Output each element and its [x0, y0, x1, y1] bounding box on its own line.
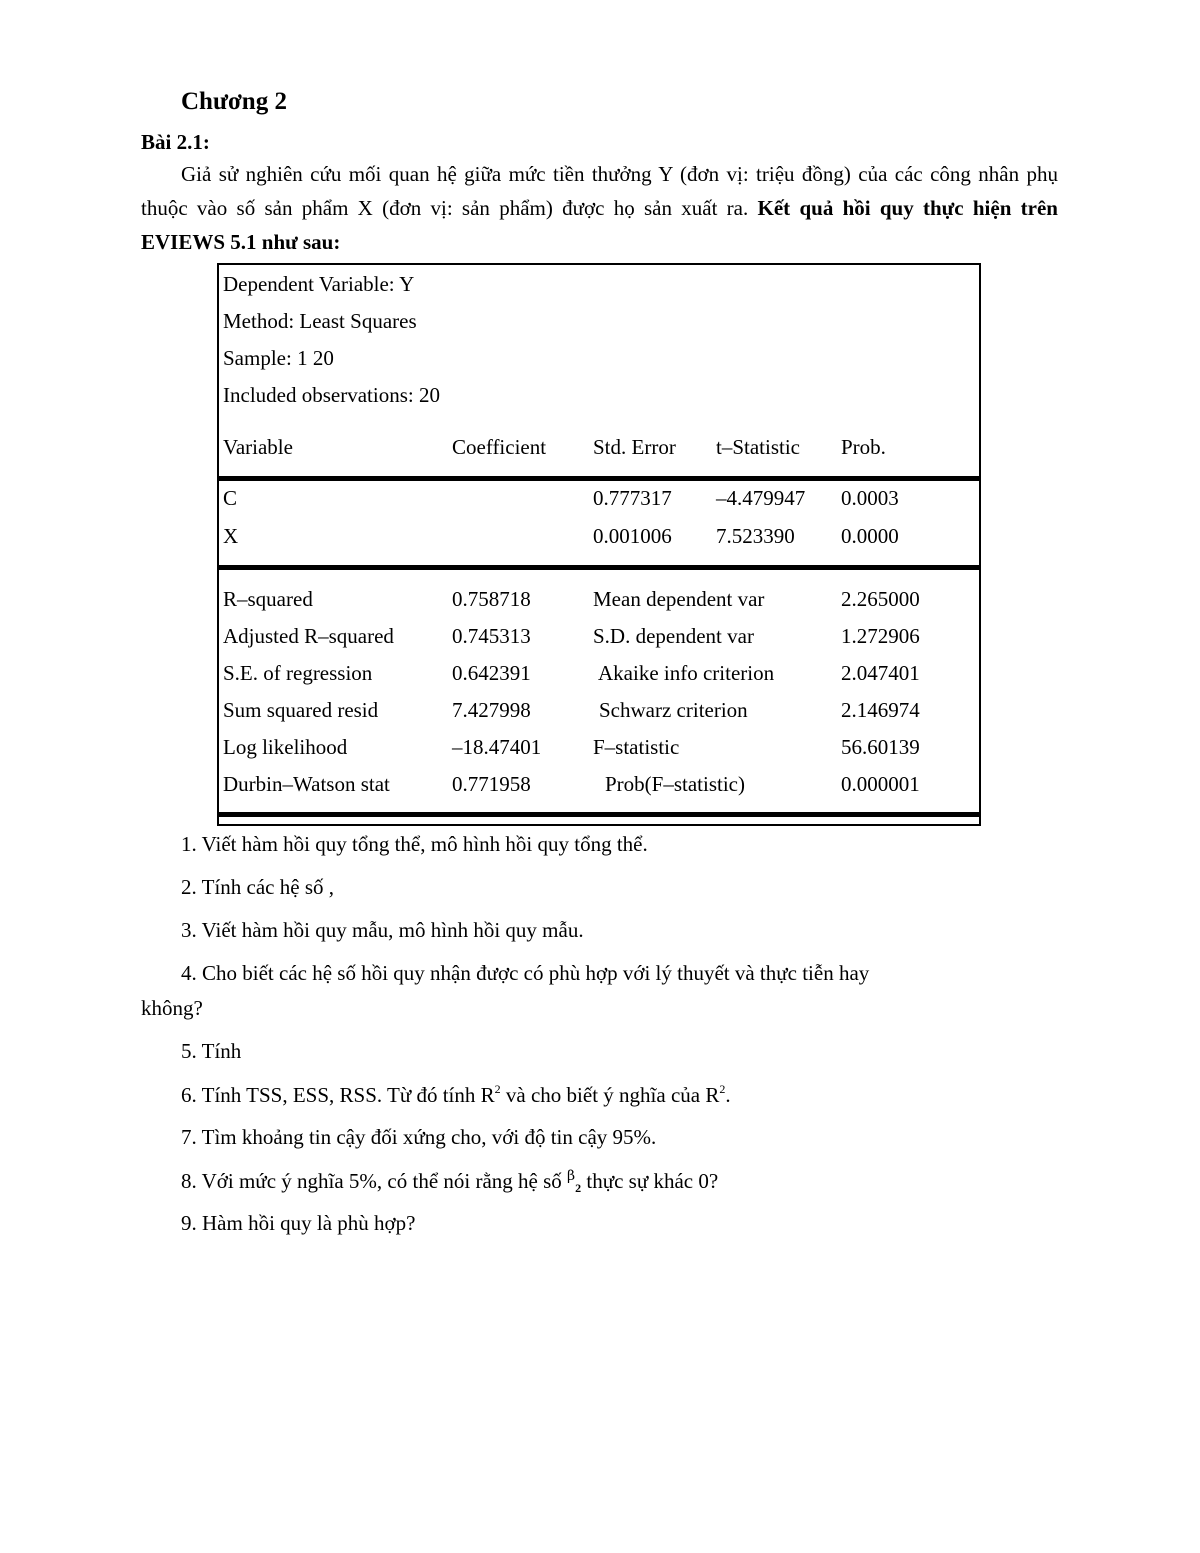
- eviews-output-table: [217, 263, 981, 826]
- stat-value-2: 2.047401: [841, 661, 920, 685]
- question-1: 1. Viết hàm hồi quy tổng thể, mô hình hồi quy tổng thể.: [181, 832, 648, 856]
- stat-label: Adjusted R–squared: [223, 624, 394, 648]
- question-2: 2. Tính các hệ số ,: [181, 875, 334, 899]
- beta-symbol: β: [567, 1168, 576, 1184]
- stat-label: S.E. of regression: [223, 661, 373, 685]
- stat-label-2: Akaike info criterion: [598, 661, 775, 685]
- coef-prob: 0.0003: [841, 486, 899, 510]
- question-5: 5. Tính: [181, 1039, 242, 1063]
- stat-value: –18.47401: [452, 735, 542, 759]
- intro-text: Giả sử nghiên cứu mối quan hệ giữa mức tiền thưởng Y (đơn vị: triệu đồng) của các công nhân phụ thuộc vào số sản phẩm X (đơn vị: sản phẩm) được họ sản xuất ra.: [141, 162, 1058, 220]
- dependent-variable: Dependent Variable: Y: [223, 272, 415, 296]
- coef-std-error: 0.001006: [593, 524, 672, 548]
- stat-label-2: Mean dependent var: [593, 587, 765, 611]
- beta-subscript: 2: [575, 1181, 582, 1195]
- column-header-variable: Variable: [223, 435, 293, 459]
- stat-label-2: Prob(F–statistic): [605, 772, 745, 796]
- question-6-superscript: 2: [494, 1082, 501, 1096]
- stat-label-2: Schwarz criterion: [599, 698, 748, 722]
- question-3: 3. Viết hàm hồi quy mẫu, mô hình hồi quy mẫu.: [181, 918, 584, 942]
- question-6-superscript-2: 2: [719, 1082, 726, 1096]
- stat-value-2: 1.272906: [841, 624, 920, 648]
- question-6-part-b: và cho biết ý nghĩa của R: [500, 1083, 720, 1107]
- stat-value: 0.771958: [452, 772, 531, 796]
- stat-value: 7.427998: [452, 698, 531, 722]
- question-4-continued: không?: [141, 996, 203, 1020]
- column-header-coefficient: Coefficient: [452, 435, 547, 459]
- stat-label: Sum squared resid: [223, 698, 379, 722]
- question-8-part-a: 8. Với mức ý nghĩa 5%, có thể nói rằng hệ số: [181, 1169, 568, 1193]
- question-8-part-b: thực sự khác 0?: [581, 1169, 719, 1193]
- coef-t-statistic: 7.523390: [716, 524, 795, 548]
- coef-std-error: 0.777317: [593, 486, 672, 510]
- method: Method: Least Squares: [223, 309, 417, 333]
- stat-value: 0.642391: [452, 661, 531, 685]
- stat-value-2: 56.60139: [841, 735, 920, 759]
- bottom-rule: [219, 812, 979, 817]
- coef-variable: X: [223, 524, 239, 548]
- coef-rule: [219, 565, 979, 570]
- stat-label-2: S.D. dependent var: [593, 624, 754, 648]
- stat-label: Durbin–Watson stat: [223, 772, 390, 796]
- stat-label-2: F–statistic: [593, 735, 680, 759]
- intro-text-bold: Kết quả hồi quy thực hiện trên EVIEWS 5.1 như sau:: [141, 196, 1058, 254]
- question-6-part-a: 6. Tính TSS, ESS, RSS. Từ đó tính R: [181, 1083, 495, 1107]
- column-header-std-error: Std. Error: [593, 435, 676, 459]
- column-header-t-statistic: t–Statistic: [716, 435, 800, 459]
- stat-value-2: 2.265000: [841, 587, 920, 611]
- coef-t-statistic: –4.479947: [716, 486, 806, 510]
- included-observations: Included observations: 20: [223, 383, 440, 407]
- coef-variable: C: [223, 486, 238, 510]
- chapter-title: Chương 2: [181, 88, 287, 115]
- question-8: [181, 1168, 718, 1196]
- question-6-part-c: .: [725, 1083, 731, 1107]
- intro-paragraph: [141, 157, 1058, 259]
- sample: Sample: 1 20: [223, 346, 334, 370]
- stat-value-2: 2.146974: [841, 698, 920, 722]
- stat-label: R–squared: [223, 587, 313, 611]
- column-header-prob: Prob.: [841, 435, 886, 459]
- question-4: 4. Cho biết các hệ số hồi quy nhận được có phù hợp với lý thuyết và thực tiễn hay: [181, 961, 870, 985]
- stat-label: Log likelihood: [223, 735, 348, 759]
- stat-value: 0.758718: [452, 587, 531, 611]
- question-7: 7. Tìm khoảng tin cậy đối xứng cho, với độ tin cậy 95%.: [181, 1125, 657, 1149]
- exercise-label: Bài 2.1:: [141, 130, 210, 154]
- question-9: 9. Hàm hồi quy là phù hợp?: [181, 1211, 416, 1235]
- stat-value-2: 0.000001: [841, 772, 920, 796]
- stat-value: 0.745313: [452, 624, 531, 648]
- header-rule: [219, 476, 979, 481]
- coef-prob: 0.0000: [841, 524, 899, 548]
- question-6: [181, 1082, 731, 1108]
